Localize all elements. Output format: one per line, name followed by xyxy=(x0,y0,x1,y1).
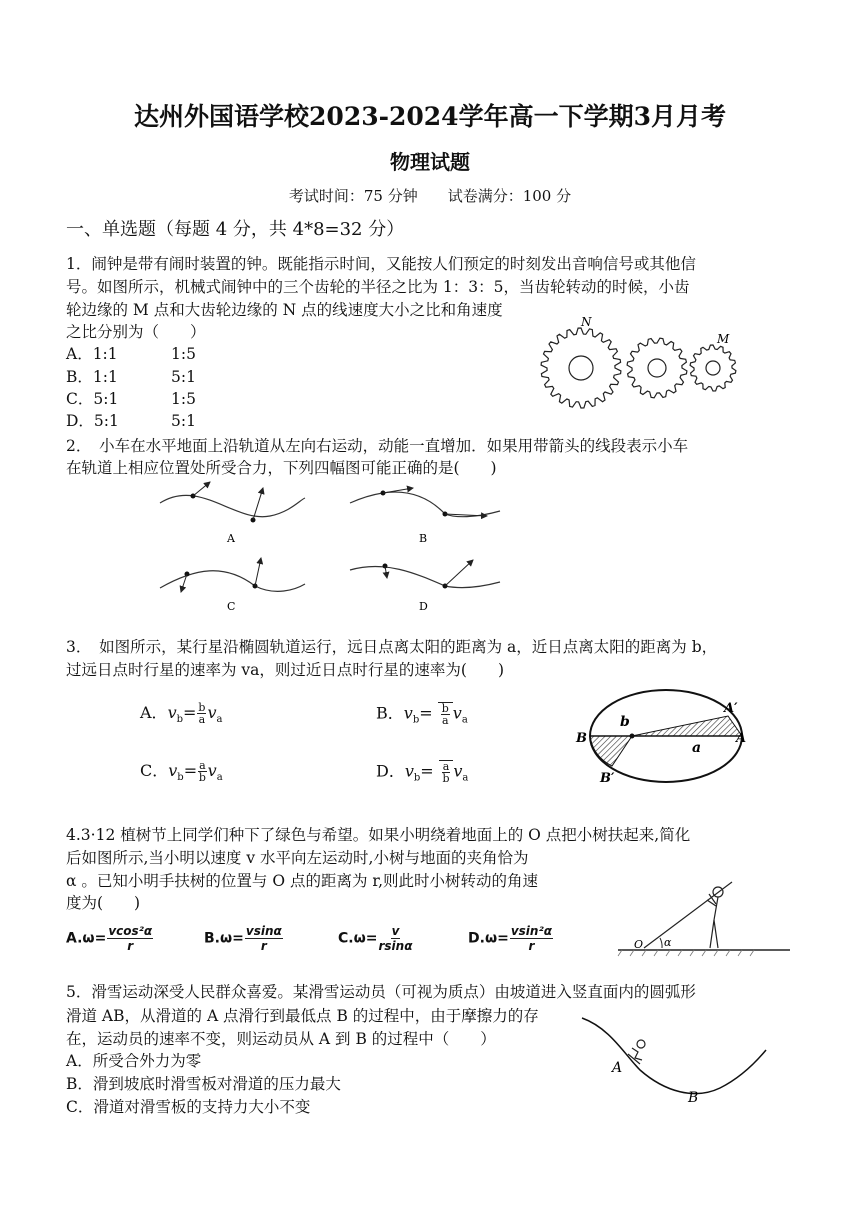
small-gear-icon xyxy=(690,345,736,391)
q3-line2: 过远日点时行星的速率为 va，则过近日点时行星的速率为( ) xyxy=(66,661,505,679)
q4-line2: 后如图所示,当小明以速度 v 水平向左运动时,小树与地面的夹角恰为 xyxy=(66,849,529,867)
exam-info: 考试时间：75 分钟 试卷满分：100 分 xyxy=(288,187,572,205)
q3-option-c[interactable]: C．$v_b=$ $\frac{a}{b}$ $v_a$ xyxy=(140,759,223,784)
gear-label-m: M xyxy=(717,332,730,346)
q1-option-c[interactable] xyxy=(66,388,196,410)
q5-option-c[interactable]: C．滑道对滑雪板的支持力大小不变 xyxy=(66,1098,311,1116)
angle-alpha-label: α xyxy=(664,936,672,949)
q2-line1: 2． 小车在水平地面上沿轨道从左向右运动，动能一直增加．如果用带箭头的线段表示小车 xyxy=(66,437,689,455)
track-label-a: A xyxy=(227,532,235,545)
section-heading: 一、单选题（每题 4 分，共 4*8=32 分） xyxy=(66,219,405,240)
option-label: A．1:1 xyxy=(66,345,118,363)
track-d xyxy=(350,566,500,587)
track-label-d: D xyxy=(419,600,428,613)
q5-option-b[interactable]: B．滑到坡底时滑雪板对滑道的压力最大 xyxy=(66,1075,341,1093)
q1-line3: 轮边缘的 M 点和大齿轮边缘的 N 点的线速度大小之比和角速度 xyxy=(66,301,503,319)
q4-line1: 4.3·12 植树节上同学们种下了绿色与希望。如果小明绕着地面上的 O 点把小树扶起来,简化 xyxy=(66,826,691,844)
option-label: D．5:1 xyxy=(66,412,119,430)
q1-option-a[interactable] xyxy=(66,343,196,365)
gears-figure xyxy=(535,310,755,420)
orbit-label-b-dist: b xyxy=(620,714,630,730)
track-a xyxy=(160,495,305,516)
ski-label-a: A xyxy=(612,1060,623,1076)
gear-label-n: N xyxy=(581,315,592,329)
option-value: 1:5 xyxy=(171,390,196,408)
ski-label-b: B xyxy=(688,1090,699,1106)
q4-option-d[interactable]: D.ω= $\frac{\text{vsin²α}}{r}$ xyxy=(468,924,552,953)
q4-option-b[interactable]: B.ω= $\frac{vsin\alpha}{r}$ xyxy=(204,924,282,953)
tree-person-figure xyxy=(614,870,794,960)
track-label-c: C xyxy=(227,600,236,613)
q4-line3: α 。已知小明手扶树的位置与 O 点的距离为 r,则此时小树转动的角速 xyxy=(66,872,539,890)
q5-line2: 滑道 AB，从滑道的 A 点滑行到最低点 B 的过程中，由于摩擦力的存 xyxy=(66,1007,539,1025)
person-icon xyxy=(707,887,723,948)
q3-option-d[interactable]: D．$v_b=$ $\frac{a}{b}$ $v_a$ xyxy=(376,760,469,785)
ellipse-orbit-figure xyxy=(574,682,754,792)
ski-track-figure xyxy=(580,1010,780,1120)
arc-track xyxy=(582,1018,766,1094)
orbit-label-b-prime: B′ xyxy=(600,771,615,786)
orbit-label-a: A xyxy=(736,731,747,746)
q3-line1: 3． 如图所示，某行星沿椭圆轨道运行，远日点离太阳的距离为 a，近日点离太阳的距离为 b， xyxy=(66,638,718,656)
option-value: 5:1 xyxy=(171,412,196,430)
q1-option-d[interactable] xyxy=(66,410,196,432)
medium-gear-icon xyxy=(627,338,687,398)
sqrt-icon: $\frac{b}{a}$ xyxy=(438,702,453,726)
q4-option-a[interactable]: A.ω= $\frac{\text{vcos²α}}{r}$ xyxy=(66,924,153,953)
q3-option-b[interactable]: B．$v_b=$ $\frac{b}{a}$ $v_a$ xyxy=(376,702,468,727)
q1-line4: 之比分别为（ ） xyxy=(66,323,206,341)
point-o-label: O xyxy=(634,938,644,951)
orbit-label-a-prime: A′ xyxy=(724,701,738,716)
q1-option-b[interactable] xyxy=(66,366,196,388)
option-label: C．5:1 xyxy=(66,390,119,408)
orbit-label-b: B xyxy=(576,731,587,746)
q2-line2: 在轨道上相应位置处所受合力，下列四幅图可能正确的是( ) xyxy=(66,459,497,477)
exam-subtitle: 物理试题 xyxy=(390,150,470,174)
q3-option-a[interactable]: A．$v_b=$ $\frac{b}{a}$ $v_a$ xyxy=(140,701,223,726)
q5-option-a[interactable]: A．所受合外力为零 xyxy=(66,1052,202,1070)
orbit-label-a-dist: a xyxy=(692,740,702,756)
option-label: B．1:1 xyxy=(66,368,118,386)
q4-line4: 度为( ) xyxy=(66,894,141,912)
large-gear-icon xyxy=(541,328,621,408)
track-label-b: B xyxy=(419,532,428,545)
q5-line3: 在，运动员的速率不变，则运动员从 A 到 B 的过程中（ ） xyxy=(66,1030,496,1048)
exam-title: 达州外国语学校2023-2024学年高一下学期3月月考 xyxy=(134,102,726,131)
q5-line1: 5．滑雪运动深受人民群众喜爱。某滑雪运动员（可视为质点）由坡道进入竖直面内的圆弧形 xyxy=(66,983,696,1001)
track-b xyxy=(350,492,500,517)
tree-line xyxy=(644,882,732,948)
option-value: 5:1 xyxy=(171,368,196,386)
track-diagrams xyxy=(155,478,515,618)
sqrt-icon: $\frac{a}{b}$ xyxy=(439,760,454,784)
q1-line2: 号。如图所示，机械式闹钟中的三个齿轮的半径之比为 1：3：5，当齿轮转动的时候，小齿 xyxy=(66,278,690,296)
q1-line1: 1．闹钟是带有闹时装置的钟。既能指示时间，又能按人们预定的时刻发出音响信号或其他信 xyxy=(66,255,696,273)
q4-option-c[interactable]: C.ω= $\frac{v}{rsin\alpha}$ xyxy=(338,924,413,953)
option-value: 1:5 xyxy=(171,345,196,363)
